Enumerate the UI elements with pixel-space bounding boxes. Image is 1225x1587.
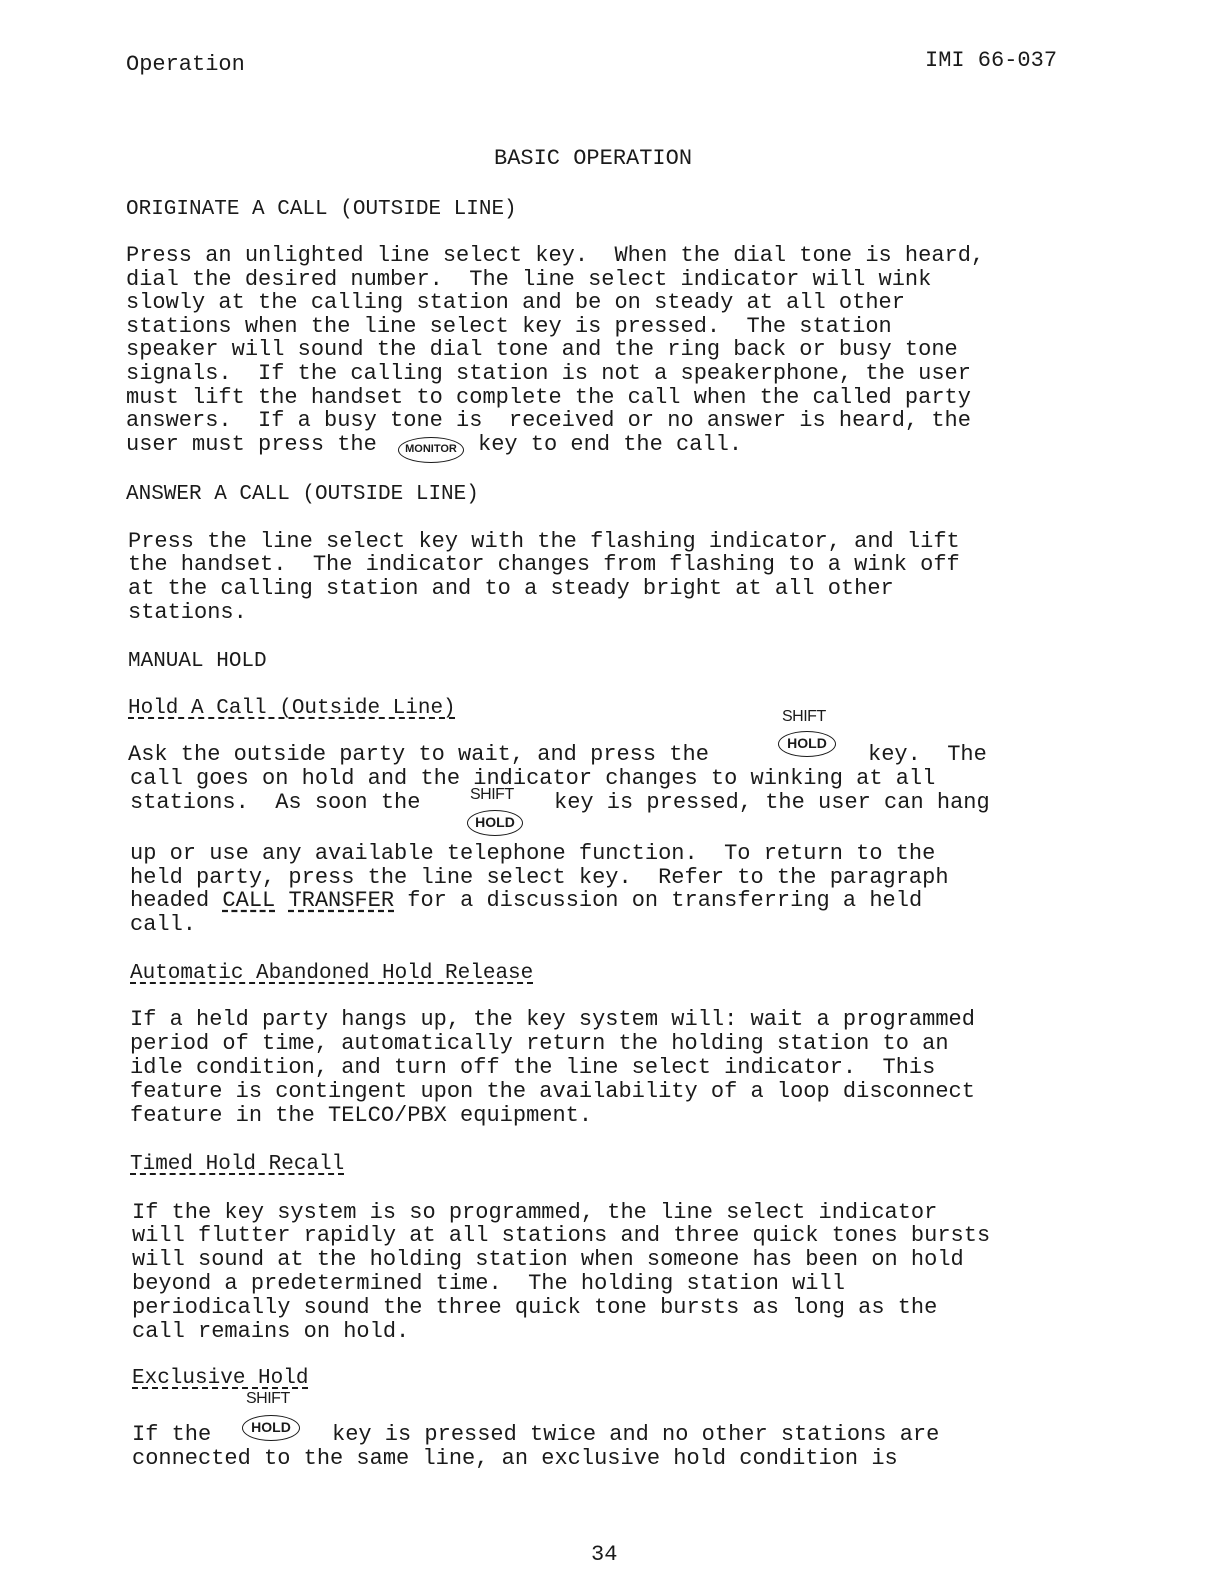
- hold-key-icon-3: HOLD: [242, 1415, 300, 1441]
- exclusive-line-1b: key is pressed twice and no other stations are: [332, 1422, 940, 1447]
- hold-line-1b: key. The: [868, 742, 987, 767]
- ref-before: headed: [130, 888, 223, 913]
- answer-heading: ANSWER A CALL (OUTSIDE LINE): [126, 483, 479, 506]
- timed-line-5: periodically sound the three quick tone bursts as long as the: [132, 1295, 938, 1320]
- hold-line-3b: key is pressed, the user can hang: [554, 790, 990, 815]
- answer-line-3: at the calling station and to a steady bright at all other: [128, 576, 894, 601]
- auto-line-5: feature in the TELCO/PBX equipment.: [130, 1103, 593, 1128]
- hold-call-subheading: Hold A Call (Outside Line): [128, 697, 456, 720]
- originate-line-1: Press an unlighted line select key. When the dial tone is heard,: [126, 243, 985, 268]
- call-transfer-ref-2: TRANSFER: [288, 888, 395, 913]
- timed-recall-heading: Timed Hold Recall: [130, 1153, 345, 1176]
- hold-key-icon-2: HOLD: [467, 810, 523, 836]
- hold-key-icon: HOLD: [778, 731, 836, 757]
- originate-line-6: signals. If the calling station is not a speakerphone, the user: [126, 361, 971, 386]
- exclusive-line-2: connected to the same line, an exclusive hold condition is: [132, 1446, 898, 1471]
- page-number: 34: [591, 1542, 618, 1567]
- timed-line-3: will sound at the holding station when someone has been on hold: [132, 1247, 964, 1272]
- timed-line-1: If the key system is so programmed, the line select indicator: [132, 1200, 938, 1225]
- originate-heading: ORIGINATE A CALL (OUTSIDE LINE): [126, 198, 517, 221]
- originate-line-4: stations when the line select key is pressed. The station: [126, 314, 892, 339]
- timed-line-4: beyond a predetermined time. The holding station will: [132, 1271, 845, 1296]
- answer-line-1: Press the line select key with the flashing indicator, and lift: [128, 529, 960, 554]
- originate-line-5: speaker will sound the dial tone and the ring back or busy tone: [126, 337, 958, 362]
- hold-line-1a: Ask the outside party to wait, and press the: [128, 742, 709, 767]
- call-transfer-ref-1: CALL: [222, 888, 276, 913]
- timed-line-2: will flutter rapidly at all stations and three quick tones bursts: [132, 1223, 991, 1248]
- hold-line-6: [130, 889, 922, 913]
- originate-line-3: slowly at the calling station and be on steady at all other: [126, 290, 905, 315]
- originate-line-2: dial the desired number. The line select indicator will wink: [126, 267, 932, 292]
- originate-line-7: must lift the handset to complete the call when the called party: [126, 385, 971, 410]
- exclusive-line-1a: If the: [132, 1422, 212, 1447]
- hold-line-5: held party, press the line select key. Refer to the paragraph: [130, 865, 949, 890]
- hold-line-4: up or use any available telephone function. To return to the: [130, 841, 936, 866]
- originate-line-8: answers. If a busy tone is received or no answer is heard, the: [126, 408, 971, 433]
- auto-line-2: period of time, automatically return the holding station to an: [130, 1031, 949, 1056]
- answer-line-2: the handset. The indicator changes from flashing to a wink off: [128, 552, 960, 577]
- timed-line-6: call remains on hold.: [132, 1319, 410, 1344]
- auto-release-heading: Automatic Abandoned Hold Release: [130, 962, 534, 985]
- auto-line-1: If a held party hangs up, the key system will: wait a programmed: [130, 1007, 975, 1032]
- shift-label-3: SHIFT: [246, 1390, 290, 1407]
- auto-line-4: feature is contingent upon the availability of a loop disconnect: [130, 1079, 975, 1104]
- shift-label-2: SHIFT: [470, 786, 514, 803]
- hold-line-7: call.: [130, 912, 197, 937]
- shift-label-1: SHIFT: [782, 708, 826, 725]
- manual-hold-heading: MANUAL HOLD: [128, 650, 267, 673]
- originate-line-9a: user must press the: [126, 432, 377, 457]
- exclusive-heading: Exclusive Hold: [132, 1367, 309, 1390]
- answer-line-4: stations.: [128, 600, 247, 625]
- hold-line-3a: stations. As soon the: [130, 790, 421, 815]
- ref-after: for a discussion on transferring a held: [394, 888, 923, 913]
- header-right: IMI 66-037: [925, 48, 1058, 73]
- header-left: Operation: [126, 52, 245, 77]
- originate-line-9b: key to end the call.: [478, 432, 743, 457]
- hold-line-2: call goes on hold and the indicator changes to winking at all: [130, 766, 936, 791]
- monitor-key-icon: MONITOR: [398, 437, 464, 463]
- auto-line-3: idle condition, and turn off the line select indicator. This: [130, 1055, 936, 1080]
- page-title: BASIC OPERATION: [494, 146, 693, 171]
